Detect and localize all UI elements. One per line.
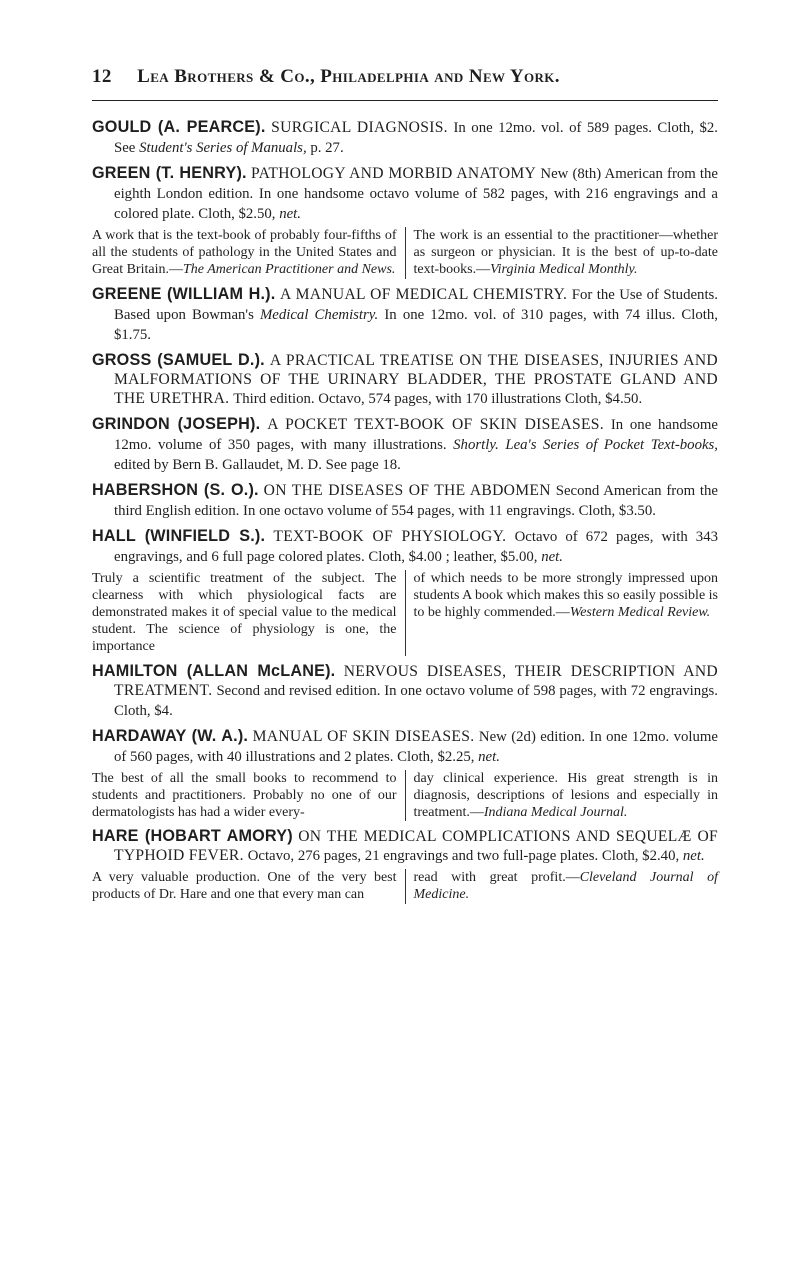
entry-text [92,727,718,767]
review-column-left [92,770,406,822]
entry-description-italic: net. [541,548,563,565]
entry-author: GREEN (T. HENRY). [92,164,247,182]
review-column-left [92,227,406,279]
entry-description: For the Use of Students. Based upon Bowman's [114,286,719,323]
review-text: day clinical experience. His great strength is in diagnosis, descriptions of lesions and especially in treatment.— [413,770,718,821]
entry-text [92,118,718,158]
entry-description: New (2d) edition. In one 12mo. volume of 560 pages, with 40 illustrations and 2 plates. Cloth, $2.25, [114,728,718,765]
entry-author: HARE (HOBART AMORY) [92,827,293,846]
entry-description-end: p. 27. [306,140,344,156]
review-column-right [406,570,719,656]
entry-author: HABERSHON (S. O.). [92,480,259,499]
entry-text [92,285,718,345]
review-column-left [92,869,406,903]
entry-description: Third edition. Octavo, 574 pages, with 170 illustrations Cloth, $4.50. [233,390,643,407]
entry-text [92,164,718,224]
running-header [92,66,712,88]
catalog-entry [92,827,718,903]
entry-description-italic: Student's Series of Manuals, [139,140,307,156]
entry-title: A PRACTICAL TREATISE ON THE DISEASES, INJURIES AND MALFORMATIONS OF THE URINARY BLADDER, THE PROSTATE GLAND AND THE URETHRA. [114,351,718,407]
review-source: Cleveland Journal of Medicine. [413,870,718,903]
entry-reviews [92,770,718,822]
entry-description-italic: Medical Chemistry. [259,306,379,323]
catalog-entry [92,118,718,158]
entry-reviews [92,227,718,279]
entry-text [92,527,718,567]
entry-text [92,351,718,409]
entry-author: HAMILTON (ALLAN McLANE). [92,661,336,680]
review-column-right [406,770,719,822]
catalog-entry [92,285,718,345]
catalog-entry [92,662,718,721]
entry-description-italic: net. [478,748,500,765]
page-number: 12 [92,66,112,87]
review-text: A work that is the text-book of probably four-fifths of all the students of pathology in the United States and Great Britain.— [92,228,397,278]
entry-author: HALL (WINFIELD S.). [92,526,266,545]
entry-author: GRINDON (JOSEPH). [92,414,261,433]
entry-author: GREENE (WILLIAM H.). [92,284,276,303]
entry-description-italic: net. [682,848,705,865]
entry-description: In one handsome 12mo. volume of 350 pages, with many illustrations. [114,416,718,453]
entry-description: In one 12mo. vol. of 589 pages. Cloth, $2. See [114,120,718,156]
review-text: The best of all the small books to recommend to students and practitioners. Probably no one of our dermatologists has had a wider every- [92,770,397,821]
entry-description: Octavo, 276 pages, 21 engravings and two full-page plates. Cloth, $2.40, [247,848,683,865]
entry-title: A POCKET TEXT-BOOK OF SKIN DISEASES. [267,415,604,433]
entry-description-end: In one 12mo. vol. of 310 pages, with 74 illus. Cloth, $1.75. [114,306,718,343]
review-column-right [406,227,719,279]
review-text: read with great profit.— [413,870,580,886]
catalog-entries [92,118,718,910]
entry-text [92,827,718,866]
review-text: A very valuable production. One of the very best products of Dr. Hare and one that every man can [92,870,397,903]
entry-author: GROSS (SAMUEL D.). [92,350,265,369]
review-text: The work is an essential to the practitioner—whether as surgeon or physician. It is the best of up-to-date text-books.— [413,228,718,278]
review-column-right [406,869,719,903]
entry-title: MANUAL OF SKIN DISEASES. [252,727,475,745]
entry-text [92,662,718,721]
catalog-entry [92,164,718,279]
publisher-line: Lea Brothers & Co., Philadelphia and New York. [137,66,560,87]
catalog-entry [92,481,718,521]
entry-description: Second and revised edition. In one octavo volume of 598 pages, with 72 engravings. Cloth, $4. [114,682,718,719]
catalog-entry [92,351,718,409]
entry-title: PATHOLOGY AND MORBID ANATOMY [251,165,537,182]
review-source: Virginia Medical Monthly. [490,262,638,278]
entry-description-italic: net. [279,206,301,222]
entry-title: SURGICAL DIAGNOSIS. [271,119,448,136]
entry-text [92,415,718,475]
entry-description: Second American from the third English edition. In one octavo volume of 554 pages, with 11 engravings. Cloth, $3.50. [114,482,718,519]
entry-title: TEXT-BOOK OF PHYSIOLOGY. [273,527,507,545]
entry-title: ON THE DISEASES OF THE ABDOMEN [263,481,551,499]
entry-description-end: edited by Bern B. Gallaudet, M. D. See page 18. [114,456,401,473]
header-rule [92,100,718,101]
review-text: Truly a scientific treatment of the subject. The clearness with which physiological facts are demonstrated makes it of special value to the medical student. The science of physiology is one, the importance [92,570,397,655]
entry-title: NERVOUS DISEASES, THEIR DESCRIPTION AND TREATMENT. [114,662,718,699]
entry-author: GOULD (A. PEARCE). [92,118,266,136]
review-source: The American Practitioner and News. [182,262,396,278]
review-text: of which needs to be more strongly impressed upon students A book which makes this so easily possible is to be highly commended.— [413,570,718,621]
entry-description: Octavo of 672 pages, with 343 engravings, and 6 full page colored plates. Cloth, $4.00 ; leather, $5.00, [114,528,719,565]
entry-title: A MANUAL OF MEDICAL CHEMISTRY. [280,285,568,303]
catalog-entry [92,527,718,656]
entry-description-italic: Shortly. Lea's Series of Pocket Text-books, [453,436,718,453]
catalog-entry [92,415,718,475]
entry-reviews [92,570,718,656]
catalog-entry [92,727,718,822]
entry-description: New (8th) American from the eighth London edition. In one handsome octavo volume of 582 pages, with 216 engravings and a colored plate. Cloth, $2.50, [114,166,718,222]
review-source: Indiana Medical Journal. [483,805,628,821]
entry-author: HARDAWAY (W. A.). [92,726,249,745]
entry-title: ON THE MEDICAL COMPLICATIONS AND SEQUELÆ OF TYPHOID FEVER. [114,828,718,865]
entry-text [92,481,718,521]
review-source: Western Medical Review. [569,605,711,621]
review-column-left [92,570,406,656]
entry-reviews [92,869,718,903]
